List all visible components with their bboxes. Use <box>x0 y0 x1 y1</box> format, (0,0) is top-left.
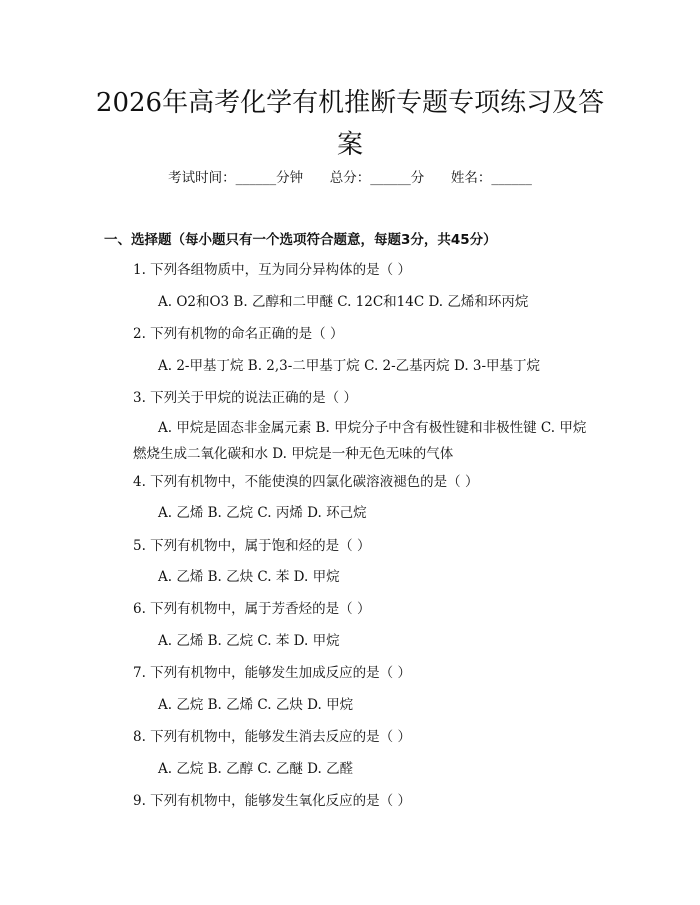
section-heading: 一、选择题（每小题只有一个选项符合题意，每题3分，共45分） <box>104 232 497 248</box>
name-blank: ______ <box>491 170 532 186</box>
question-options: A. 乙烷 B. 乙醇 C. 乙醚 D. 乙醛 <box>158 761 354 777</box>
question-stem: 8. 下列有机物中，能够发生消去反应的是（ ） <box>133 729 411 745</box>
score-unit: 分 <box>410 170 425 186</box>
question-stem: 6. 下列有机物中，属于芳香烃的是（ ） <box>133 601 371 617</box>
time-unit: 分钟 <box>276 170 304 186</box>
exam-info-line <box>0 168 700 188</box>
question-options: A. 2-甲基丁烷 B. 2,3-二甲基丁烷 C. 2-乙基丙烷 D. 3-甲基丁烷 <box>158 358 541 374</box>
score-blank: ______ <box>370 170 411 186</box>
question-stem: 2. 下列有机物的命名正确的是（ ） <box>133 326 344 342</box>
name-label: 姓名： <box>450 170 492 186</box>
question-options: A. 甲烷是固态非金属元素 B. 甲烷分子中含有极性键和非极性键 C. 甲烷燃烧生成二氧化碳和水 D. 甲烷是一种无色无味的气体 <box>133 420 587 462</box>
question-stem: 5. 下列有机物中，属于饱和烃的是（ ） <box>133 538 371 554</box>
question-options: A. O2和O3 B. 乙醇和二甲醚 C. 12C和14C D. 乙烯和环丙烷 <box>158 294 529 310</box>
score-label: 总分： <box>329 170 371 186</box>
time-label: 考试时间： <box>168 170 236 186</box>
question-stem: 3. 下列关于甲烷的说法正确的是（ ） <box>133 390 357 406</box>
time-blank: ______ <box>235 170 277 186</box>
question-options: A. 乙烯 B. 乙炔 C. 苯 D. 甲烷 <box>158 569 340 585</box>
question-stem: 7. 下列有机物中，能够发生加成反应的是（ ） <box>133 665 411 681</box>
question-stem: 4. 下列有机物中，不能使溴的四氯化碳溶液褪色的是（ ） <box>133 474 479 490</box>
question-options: A. 乙烷 B. 乙烯 C. 乙炔 D. 甲烷 <box>158 697 354 713</box>
question-stem: 9. 下列有机物中，能够发生氧化反应的是（ ） <box>133 793 411 809</box>
question-options: A. 乙烯 B. 乙烷 C. 苯 D. 甲烷 <box>158 633 340 649</box>
question-options: A. 乙烯 B. 乙烷 C. 丙烯 D. 环己烷 <box>158 505 367 521</box>
document-title: 2026年高考化学有机推断专题专项练习及答案 <box>95 88 605 160</box>
question-stem: 1. 下列各组物质中，互为同分异构体的是（ ） <box>133 262 411 278</box>
